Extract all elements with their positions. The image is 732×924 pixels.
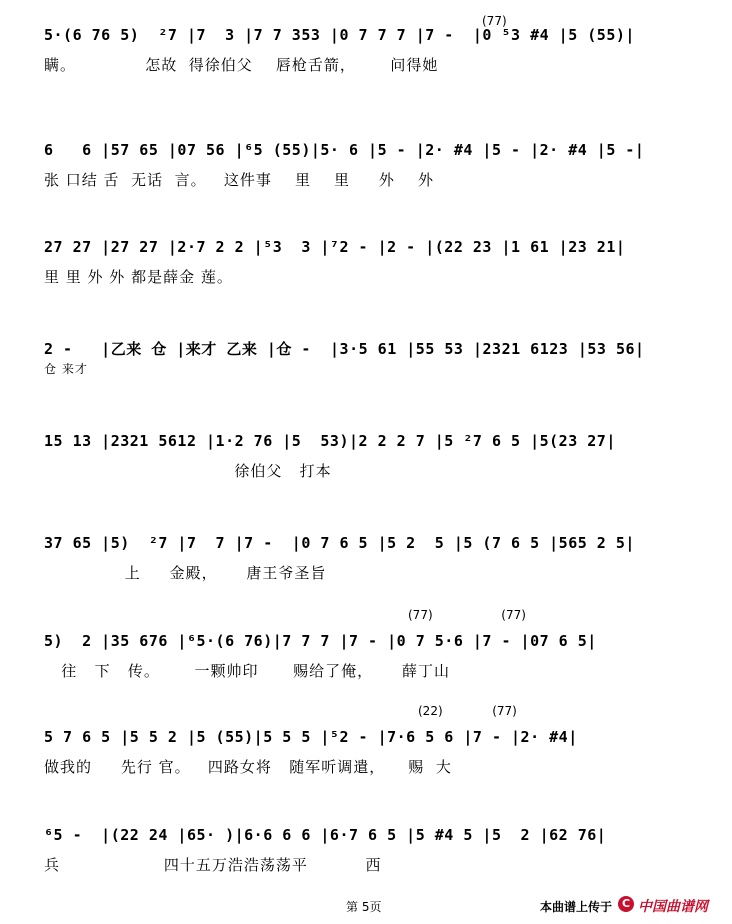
notation-line: 15 13 |2321 5612 |1·2 76 |5 53)|2 2 2 7 |5 ²7 6 5 |5(23 27| — [44, 432, 616, 450]
lyrics-line: 徐伯父 打本 — [44, 462, 332, 480]
top-mark: (77) — [482, 14, 507, 28]
score-system-5 — [0, 426, 732, 526]
notation-line: 5 7 6 5 |5 5 2 |5 (55)|5 5 5 |⁵2 - |7·6 5 6 |7 - |2· #4| — [44, 728, 578, 746]
lyrics-line: 兵 四十五万浩浩荡荡平 西 — [44, 856, 382, 874]
notation-line: 6 6 |57 65 |07 56 |⁶5 (55)|5· 6 |5 - |2· #4 |5 - |2· #4 |5 -| — [44, 141, 645, 159]
score-system-8 — [0, 704, 732, 822]
upload-note: 本曲谱上传于 — [540, 900, 613, 914]
score-system-4 — [0, 332, 732, 432]
score-system-2 — [0, 135, 732, 235]
lyrics-line: 做我的 先行 官。 四路女将 随军听调遣， 赐 大 — [44, 758, 452, 776]
notation-line: 37 65 |5) ²7 |7 7 |7 - |0 7 6 5 |5 2 5 |5 (7 6 5 |565 2 5| — [44, 534, 635, 552]
lyrics-line: 张 口结 舌 无话 言。 这件事 里 里 外 外 — [44, 171, 434, 189]
lyrics-line: 仓 来才 — [44, 362, 88, 376]
top-mark: (77) (77) — [408, 608, 526, 622]
score-system-7 — [0, 608, 732, 726]
notation-line: 5·(6 76 5) ²7 |7 3 |7 7 353 |0 7 7 7 |7 - |0 ⁵3 #4 |5 (55)| — [44, 26, 635, 44]
lyrics-line: 上 金殿， 唐王爷圣旨 — [44, 564, 327, 582]
notation-line: ⁶5 - |(22 24 |65· )|6·6 6 6 |6·7 6 5 |5 #4 5 |5 2 |62 76| — [44, 826, 607, 844]
site-logo-icon: C — [618, 896, 634, 912]
score-system-6 — [0, 528, 732, 628]
lyrics-line: 瞒。 怎故 得徐伯父 唇枪舌箭， 问得她 — [44, 56, 439, 74]
lyrics-line: 里 里 外 外 都是薛金 莲。 — [44, 268, 233, 286]
score-system-3 — [0, 232, 732, 332]
notation-line: 27 27 |27 27 |2·7 2 2 |⁵3 3 |⁷2 - |2 - |(22 23 |1 61 |23 21| — [44, 238, 626, 256]
site-name[interactable]: 中国曲谱网 — [638, 899, 708, 915]
lyrics-line: 往 下 传。 一颗帅印 赐给了俺， 薛丁山 — [44, 662, 450, 680]
score-system-1 — [0, 14, 732, 120]
notation-line: 2 - |乙来 仓 |来才 乙来 |仓 - |3·5 61 |55 53 |2321 6123 |53 56| — [44, 340, 645, 358]
top-mark: (22) (77) — [418, 704, 517, 718]
page-number: 第 5页 — [346, 900, 382, 914]
notation-line: 5) 2 |35 676 |⁶5·(6 76)|7 7 7 |7 - |0 7 5·6 |7 - |07 6 5| — [44, 632, 597, 650]
